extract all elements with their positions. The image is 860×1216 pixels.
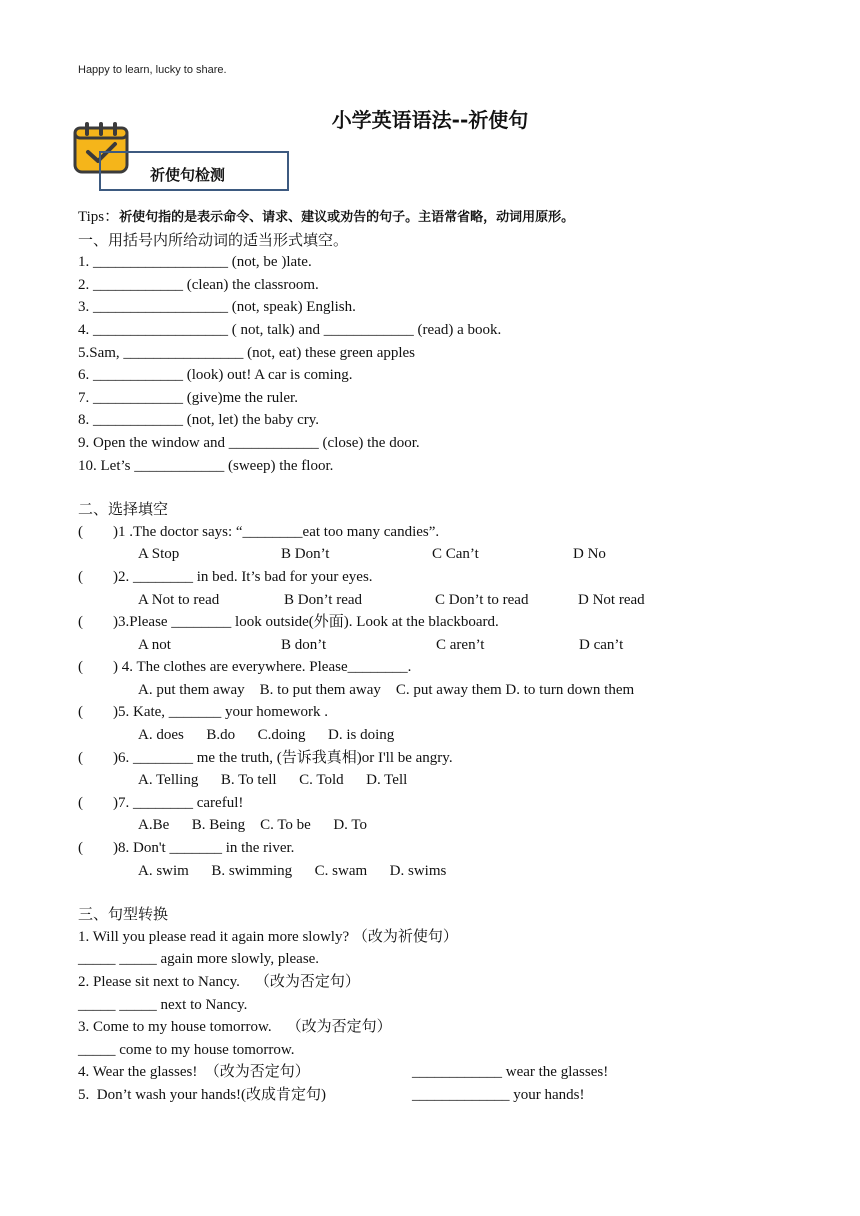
choice-question: ( )1 .The doctor says: “________eat too many candies”. (78, 523, 440, 540)
option: D No (573, 546, 606, 563)
fill-item: 4. __________________ ( not, talk) and ____________ (read) a book. (78, 321, 502, 338)
option: C Can’t (432, 546, 479, 563)
choice-options: A. does B.do C.doing D. is doing (138, 727, 395, 744)
choice-options: A. swim B. swimming C. swam D. swims (138, 862, 447, 879)
option: A not (138, 636, 171, 653)
transform-left: 4. Wear the glasses! （改为否定句） (78, 1064, 310, 1081)
fill-item: 1. __________________ (not, be )late. (78, 254, 312, 271)
section1-heading: 一、用括号内所给动词的适当形式填空。 (78, 230, 349, 249)
choice-question: ( )7. ________ careful! (78, 794, 244, 811)
transform-item: _____ _____ again more slowly, please. (78, 951, 320, 968)
option: B Don’t read (284, 591, 363, 608)
choice-question: ( )5. Kate, _______ your homework . (78, 704, 328, 721)
choice-question: ( )8. Don't _______ in the river. (78, 840, 295, 857)
choice-options: A.Be B. Being C. To be D. To (138, 817, 368, 834)
worksheet-body (78, 206, 838, 1107)
option: D can’t (579, 636, 624, 653)
fill-item: 2. ____________ (clean) the classroom. (78, 276, 319, 293)
transform-item: 2. Please sit next to Nancy. （改为否定句） (78, 974, 360, 990)
choice-options (78, 589, 838, 612)
choice-question: ( )2. ________ in bed. It’s bad for your eyes. (78, 568, 373, 585)
transform-item: 3. Come to my house tomorrow. （改为否定句） (78, 1019, 392, 1036)
choice-options: A. put them away B. to put them away C. put away them D. to turn down them (138, 681, 635, 698)
section-label: 祈使句检测 (150, 166, 226, 184)
transform-right: _____________ your hands! (412, 1086, 585, 1103)
fill-item: 6. ____________ (look) out! A car is coming. (78, 367, 353, 384)
fill-item: 9. Open the window and ____________ (close) the door. (78, 434, 420, 451)
tips-line (78, 206, 838, 229)
option: C Don’t to read (435, 591, 529, 608)
transform-left: 5. Don’t wash your hands!(改成肯定句) (78, 1086, 327, 1103)
tips-lead: Tips： (78, 209, 120, 225)
tips-text: 祈使句指的是表示命令、请求、建议或劝告的句子。主语常省略，动词用原形。 (119, 210, 575, 225)
choice-question: ( )6. ________ me the truth, (告诉我真相)or I'll be angry. (78, 749, 453, 766)
option: A Stop (138, 546, 180, 563)
transform-item: _____ _____ next to Nancy. (78, 996, 248, 1013)
fill-item: 8. ____________ (not, let) the baby cry. (78, 412, 320, 429)
section2-heading: 二、选择填空 (78, 500, 169, 519)
transform-item: _____ come to my house tomorrow. (78, 1041, 295, 1058)
option: A Not to read (138, 591, 220, 608)
option: C aren’t (436, 636, 485, 653)
fill-item: 7. ____________ (give)me the ruler. (78, 389, 298, 406)
fill-item: 5.Sam, ________________ (not, eat) these green apples (78, 344, 416, 361)
page-header: Happy to learn, lucky to share. (78, 64, 227, 76)
transform-item: 1. Will you please read it again more slowly? （改为祈使句） (78, 928, 458, 945)
choice-options: A. Telling B. To tell C. Told D. Tell (138, 772, 408, 789)
fill-item: 3. __________________ (not, speak) English. (78, 299, 356, 316)
transform-right: ____________ wear the glasses! (412, 1064, 609, 1081)
choice-question: ( ) 4. The clothes are everywhere. Please________. (78, 659, 412, 676)
option: B Don’t (281, 546, 330, 563)
page-title: 小学英语语法--祈使句 (331, 108, 529, 132)
choice-question: ( )3.Please ________ look outside(外面). Look at the blackboard. (78, 614, 499, 631)
option: B don’t (281, 636, 327, 653)
choice-options (78, 543, 838, 566)
option: D Not read (578, 591, 645, 608)
transform-pair (78, 1084, 838, 1107)
fill-item: 10. Let’s ____________ (sweep) the floor. (78, 457, 334, 474)
section3-heading: 三、句型转换 (78, 905, 169, 924)
transform-pair (78, 1061, 838, 1084)
choice-options (78, 634, 838, 657)
